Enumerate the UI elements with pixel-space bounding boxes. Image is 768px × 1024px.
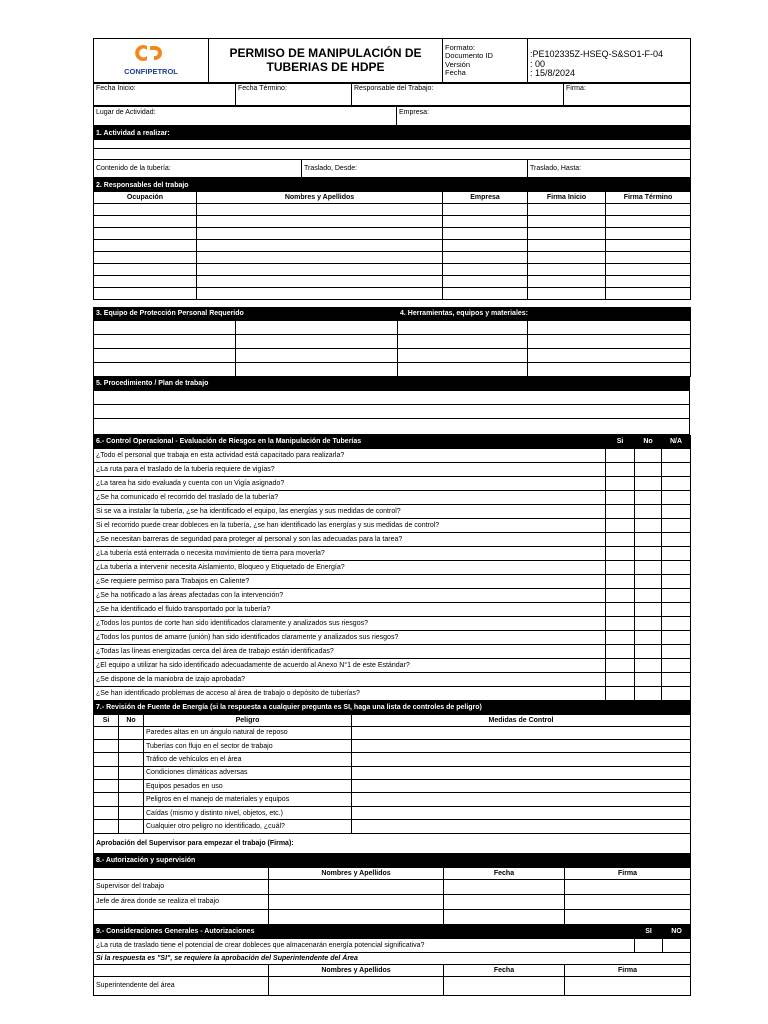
answer-no-checkbox[interactable]	[635, 616, 662, 630]
supervisor-name[interactable]	[269, 879, 444, 894]
question-text: Si se va a instalar la tubería, ¿se ha identificado el equipo, las energías y sus medidas de control?	[94, 504, 606, 518]
answer-si-checkbox[interactable]	[606, 546, 635, 560]
jefe-name[interactable]	[269, 894, 444, 909]
meta-label: Versión	[445, 59, 471, 69]
hazard-no-checkbox[interactable]	[119, 780, 144, 793]
responsable-field[interactable]: Responsable del Trabajo:	[352, 84, 564, 106]
question-text: ¿Se requiere permiso para Trabajos en Caliente?	[94, 574, 606, 588]
blank-header	[94, 867, 269, 879]
answer-si-checkbox[interactable]	[606, 560, 635, 574]
answer-si-checkbox[interactable]	[606, 588, 635, 602]
firma-field[interactable]: Firma:	[564, 84, 691, 106]
col-no: NO	[663, 925, 691, 938]
epp-cell[interactable]	[94, 362, 236, 376]
contenido-field[interactable]: Contenido de la tubería:	[94, 160, 302, 178]
epp-cell[interactable]	[94, 334, 236, 348]
permit-form	[93, 38, 690, 996]
blank-header	[94, 964, 269, 976]
control-measure-input[interactable]	[352, 766, 691, 779]
hazard-text: Tuberías con flujo en el sector de trabajo	[144, 739, 352, 752]
responsable-cell[interactable]	[197, 240, 443, 252]
answer-si-checkbox[interactable]	[606, 504, 635, 518]
answer-na-checkbox[interactable]	[662, 658, 691, 672]
document-id: :PE102335Z-HSEQ-S&SO1-F-04	[530, 49, 664, 60]
answer-na-checkbox[interactable]	[662, 532, 691, 546]
herramienta-cell[interactable]	[398, 334, 528, 348]
col-na: N/A	[662, 435, 691, 448]
hazard-row	[94, 820, 691, 833]
responsable-cell[interactable]	[94, 276, 197, 288]
section-2-title: 2. Responsables del trabajo	[94, 179, 691, 192]
question-row	[94, 448, 691, 462]
answer-si-checkbox[interactable]	[606, 672, 635, 686]
answer-na-checkbox[interactable]	[662, 546, 691, 560]
title-line-2: TUBERIAS DE HDPE	[266, 59, 385, 74]
s9-question: ¿La ruta de traslado tiene el potencial de crear dobleces que almacenarán energía potencial significativa?	[94, 938, 635, 952]
question-row	[94, 476, 691, 490]
herramienta-cell[interactable]	[528, 348, 691, 362]
responsable-row	[94, 276, 691, 288]
responsable-cell[interactable]	[197, 252, 443, 264]
responsable-cell[interactable]	[528, 252, 606, 264]
supervisor-signature[interactable]	[565, 879, 691, 894]
question-row	[94, 588, 691, 602]
section-9-title: 9.- Consideraciones Generales - Autorizaciones	[94, 925, 635, 938]
responsable-cell[interactable]	[94, 264, 197, 276]
responsable-row	[94, 252, 691, 264]
question-row	[94, 462, 691, 476]
herramienta-cell[interactable]	[398, 362, 528, 376]
responsable-cell[interactable]	[443, 228, 528, 240]
responsable-cell[interactable]	[443, 204, 528, 216]
location-info	[93, 106, 691, 126]
section-4-title: 4. Herramientas, equipos y materiales:	[398, 307, 691, 320]
answer-si-checkbox[interactable]	[606, 532, 635, 546]
responsable-cell[interactable]	[94, 228, 197, 240]
question-text: Si el recorrido puede crear dobleces en la tubería, ¿se han identificado las energías y sus medidas de control?	[94, 518, 606, 532]
general-info	[93, 83, 691, 106]
col-nombres: Nombres y Apellidos	[197, 192, 443, 204]
responsable-cell[interactable]	[94, 288, 197, 300]
answer-si-checkbox[interactable]	[606, 518, 635, 532]
control-measure-input[interactable]	[352, 753, 691, 766]
col-nombres: Nombres y Apellidos	[269, 867, 444, 879]
lugar-field[interactable]: Lugar de Actividad:	[94, 107, 397, 126]
herramienta-cell[interactable]	[528, 362, 691, 376]
hazard-text: Paredes altas en un ángulo natural de reposo	[144, 726, 352, 739]
responsable-cell[interactable]	[528, 240, 606, 252]
question-text: ¿Todo el personal que trabaja en esta actividad está capacitado para realizarla?	[94, 448, 606, 462]
responsable-cell[interactable]	[606, 276, 691, 288]
logo-text: CONFIPETROL	[124, 66, 178, 76]
col-si: SI	[635, 925, 663, 938]
question-text: ¿Todas las líneas energizadas cerca del área de trabajo están identificadas?	[94, 644, 606, 658]
section-5-title: 5. Procedimiento / Plan de trabajo	[94, 377, 690, 390]
hazard-row	[94, 780, 691, 793]
epp-row	[94, 362, 691, 376]
question-row	[94, 602, 691, 616]
control-measure-input[interactable]	[352, 726, 691, 739]
control-measure-input[interactable]	[352, 739, 691, 752]
question-text: ¿El equipo a utilizar ha sido identificado adecuadamente de acuerdo al Anexo N°1 de este Estándar?	[94, 658, 606, 672]
responsable-cell[interactable]	[443, 264, 528, 276]
question-row	[94, 616, 691, 630]
responsable-row	[94, 264, 691, 276]
hazard-si-checkbox[interactable]	[94, 780, 119, 793]
answer-na-checkbox[interactable]	[662, 602, 691, 616]
responsable-cell[interactable]	[197, 216, 443, 228]
actividad-input[interactable]	[94, 149, 691, 160]
superintendente-date[interactable]	[444, 976, 565, 995]
responsable-cell[interactable]	[528, 288, 606, 300]
answer-na-checkbox[interactable]	[662, 462, 691, 476]
col-ocupacion: Ocupación	[94, 192, 197, 204]
fecha-termino-field[interactable]: Fecha Término:	[236, 84, 352, 106]
blank-cell[interactable]	[444, 909, 565, 924]
blank-cell[interactable]	[94, 909, 269, 924]
answer-no-checkbox[interactable]	[635, 560, 662, 574]
responsable-cell[interactable]	[606, 288, 691, 300]
s9-si-checkbox[interactable]	[635, 938, 663, 952]
responsable-cell[interactable]	[197, 276, 443, 288]
answer-no-checkbox[interactable]	[635, 504, 662, 518]
hazard-si-checkbox[interactable]	[94, 753, 119, 766]
hazard-row	[94, 793, 691, 806]
question-text: ¿La ruta para el traslado de la tubería requiere de vigías?	[94, 462, 606, 476]
epp-row	[94, 320, 691, 334]
responsable-cell[interactable]	[197, 288, 443, 300]
answer-no-checkbox[interactable]	[635, 448, 662, 462]
answer-si-checkbox[interactable]	[606, 462, 635, 476]
question-row	[94, 560, 691, 574]
question-row	[94, 490, 691, 504]
responsable-cell[interactable]	[606, 204, 691, 216]
responsable-cell[interactable]	[197, 264, 443, 276]
answer-na-checkbox[interactable]	[662, 490, 691, 504]
question-row	[94, 672, 691, 686]
answer-na-checkbox[interactable]	[662, 644, 691, 658]
control-measure-input[interactable]	[352, 793, 691, 806]
answer-si-checkbox[interactable]	[606, 644, 635, 658]
confipetrol-logo-icon	[121, 43, 181, 77]
hazard-si-checkbox[interactable]	[94, 820, 119, 833]
epp-cell[interactable]	[94, 320, 236, 334]
col-fecha: Fecha	[444, 867, 565, 879]
question-text: ¿Se necesitan barreras de seguridad para proteger al personal y son las adecuadas para la tarea?	[94, 532, 606, 546]
question-row	[94, 686, 691, 700]
responsable-cell[interactable]	[606, 240, 691, 252]
hazard-no-checkbox[interactable]	[119, 820, 144, 833]
responsable-cell[interactable]	[528, 264, 606, 276]
responsable-cell[interactable]	[528, 204, 606, 216]
answer-no-checkbox[interactable]	[635, 588, 662, 602]
col-peligro: Peligro	[144, 714, 352, 726]
answer-si-checkbox[interactable]	[606, 448, 635, 462]
hazard-si-checkbox[interactable]	[94, 766, 119, 779]
question-text: ¿Se ha identificado el fluido transportado por la tubería?	[94, 602, 606, 616]
section-9	[93, 925, 691, 996]
section-7-title: 7.- Revisión de Fuente de Energía (si la respuesta a cualquier pregunta es SI, haga una lista de controles de peligro)	[94, 701, 691, 714]
responsable-row	[94, 288, 691, 300]
jefe-date[interactable]	[444, 894, 565, 909]
col-si: Si	[94, 714, 119, 726]
epp-cell[interactable]	[236, 334, 398, 348]
answer-no-checkbox[interactable]	[635, 546, 662, 560]
section-5	[93, 377, 690, 435]
answer-si-checkbox[interactable]	[606, 616, 635, 630]
responsable-cell[interactable]	[197, 204, 443, 216]
hazard-row	[94, 726, 691, 739]
meta-label: Formato:	[445, 43, 476, 52]
hazard-text: Equipos pesados en uso	[144, 780, 352, 793]
col-medidas: Medidas de Control	[352, 714, 691, 726]
question-row	[94, 630, 691, 644]
col-firma: Firma	[565, 964, 691, 976]
col-si: Si	[606, 435, 635, 448]
hazard-si-checkbox[interactable]	[94, 739, 119, 752]
epp-cell[interactable]	[236, 348, 398, 362]
answer-no-checkbox[interactable]	[635, 602, 662, 616]
control-measure-input[interactable]	[352, 780, 691, 793]
col-fecha: Fecha	[444, 964, 565, 976]
col-firma-termino: Firma Término	[606, 192, 691, 204]
col-firma-inicio: Firma Inicio	[528, 192, 606, 204]
hazard-no-checkbox[interactable]	[119, 766, 144, 779]
answer-na-checkbox[interactable]	[662, 616, 691, 630]
hazard-no-checkbox[interactable]	[119, 739, 144, 752]
answer-no-checkbox[interactable]	[635, 532, 662, 546]
question-text: ¿La tubería a intervenir necesita Aislamiento, Bloqueo y Etiquetado de Energía?	[94, 560, 606, 574]
meta-label: Documento ID	[445, 51, 493, 61]
spacer-row	[94, 300, 691, 307]
version: : 00	[530, 58, 546, 69]
meta-label: Fecha	[445, 67, 466, 77]
herramienta-cell[interactable]	[528, 320, 691, 334]
col-firma: Firma	[565, 867, 691, 879]
responsable-cell[interactable]	[528, 276, 606, 288]
hazard-no-checkbox[interactable]	[119, 793, 144, 806]
responsable-row	[94, 228, 691, 240]
col-nombres: Nombres y Apellidos	[269, 964, 444, 976]
hazard-si-checkbox[interactable]	[94, 793, 119, 806]
responsable-cell[interactable]	[94, 240, 197, 252]
question-row	[94, 546, 691, 560]
jefe-signature[interactable]	[565, 894, 691, 909]
responsable-cell[interactable]	[443, 216, 528, 228]
spacer-cell	[94, 300, 691, 307]
fecha-inicio-field[interactable]: Fecha Inicio:	[94, 84, 236, 106]
answer-na-checkbox[interactable]	[662, 630, 691, 644]
answer-no-checkbox[interactable]	[635, 630, 662, 644]
answer-no-checkbox[interactable]	[635, 672, 662, 686]
date: : 15/8/2024	[530, 68, 576, 79]
responsable-cell[interactable]	[606, 252, 691, 264]
responsable-cell[interactable]	[443, 240, 528, 252]
superintendente-signature[interactable]	[565, 976, 691, 995]
col-empresa: Empresa	[443, 192, 528, 204]
answer-na-checkbox[interactable]	[662, 672, 691, 686]
answer-si-checkbox[interactable]	[606, 476, 635, 490]
answer-si-checkbox[interactable]	[606, 630, 635, 644]
hazard-no-checkbox[interactable]	[119, 726, 144, 739]
responsable-cell[interactable]	[443, 276, 528, 288]
question-text: ¿Todos los puntos de corte han sido identificados claramente y analizados sus riesgos?	[94, 616, 606, 630]
s9-note: Si la respuesta es "SI", se requiere la aprobación del Superintendente del Área	[94, 952, 691, 964]
meta-values	[528, 39, 691, 83]
procedimiento-input[interactable]	[94, 418, 690, 434]
question-text: ¿Se han identificado problemas de acceso al área de trabajo o depósito de tuberías?	[94, 686, 606, 700]
answer-no-checkbox[interactable]	[635, 462, 662, 476]
answer-no-checkbox[interactable]	[635, 686, 662, 700]
epp-row	[94, 348, 691, 362]
section-2	[93, 178, 691, 307]
answer-no-checkbox[interactable]	[635, 644, 662, 658]
section-3-4	[93, 307, 691, 377]
answer-si-checkbox[interactable]	[606, 490, 635, 504]
responsable-cell[interactable]	[197, 228, 443, 240]
hazard-text: Caídas (mismo y distinto nivel, objetos, etc.)	[144, 806, 352, 819]
answer-no-checkbox[interactable]	[635, 658, 662, 672]
epp-cell[interactable]	[236, 362, 398, 376]
section-6	[93, 435, 691, 701]
supervisor-approval[interactable]: Aprobación del Supervisor para empezar el trabajo (Firma):	[94, 833, 691, 853]
epp-row	[94, 334, 691, 348]
epp-cell[interactable]	[94, 348, 236, 362]
answer-na-checkbox[interactable]	[662, 588, 691, 602]
responsable-cell[interactable]	[528, 228, 606, 240]
hazard-text: Condiciones climáticas adversas	[144, 766, 352, 779]
answer-no-checkbox[interactable]	[635, 476, 662, 490]
answer-si-checkbox[interactable]	[606, 602, 635, 616]
responsable-row	[94, 216, 691, 228]
section-3-title: 3. Equipo de Protección Personal Requerido	[94, 307, 398, 320]
answer-na-checkbox[interactable]	[662, 448, 691, 462]
responsable-cell[interactable]	[94, 216, 197, 228]
question-text: ¿La tarea ha sido evaluada y cuenta con un Vigía asignado?	[94, 476, 606, 490]
responsable-cell[interactable]	[606, 216, 691, 228]
question-row	[94, 644, 691, 658]
superintendente-name[interactable]	[269, 976, 444, 995]
herramienta-cell[interactable]	[398, 320, 528, 334]
hazard-no-checkbox[interactable]	[119, 806, 144, 819]
procedimiento-input[interactable]	[94, 390, 690, 404]
hazard-row	[94, 739, 691, 752]
form-title	[209, 39, 443, 83]
answer-no-checkbox[interactable]	[635, 490, 662, 504]
question-text: ¿Se dispone de la maniobra de izajo aprobada?	[94, 672, 606, 686]
hazard-row	[94, 766, 691, 779]
section-8	[93, 854, 691, 925]
empresa-field[interactable]: Empresa:	[397, 107, 691, 126]
answer-no-checkbox[interactable]	[635, 574, 662, 588]
col-no: No	[119, 714, 144, 726]
question-text: ¿La tubería está enterrada o necesita movimiento de tierra para moverla?	[94, 546, 606, 560]
responsable-cell[interactable]	[94, 204, 197, 216]
answer-no-checkbox[interactable]	[635, 518, 662, 532]
title-line-1: PERMISO DE MANIPULACIÓN DE	[229, 45, 422, 60]
control-measure-input[interactable]	[352, 806, 691, 819]
answer-na-checkbox[interactable]	[662, 574, 691, 588]
col-no: No	[635, 435, 662, 448]
blank-cell[interactable]	[269, 909, 444, 924]
hazard-row	[94, 806, 691, 819]
responsable-cell[interactable]	[606, 228, 691, 240]
blank-cell[interactable]	[565, 909, 691, 924]
section-6-title: 6.- Control Operacional - Evaluación de Riesgos en la Manipulación de Tuberías	[94, 435, 606, 448]
responsable-cell[interactable]	[94, 252, 197, 264]
question-text: ¿Todos los puntos de amarre (unión) han sido identificados claramente y analizados sus riesgos?	[94, 630, 606, 644]
section-7	[93, 701, 691, 854]
responsable-cell[interactable]	[443, 252, 528, 264]
meta-labels	[443, 39, 528, 83]
supervisor-date[interactable]	[444, 879, 565, 894]
responsable-cell[interactable]	[443, 288, 528, 300]
hazard-si-checkbox[interactable]	[94, 726, 119, 739]
s9-no-checkbox[interactable]	[663, 938, 691, 952]
actividad-input[interactable]	[94, 140, 691, 149]
question-text: ¿Se ha notificado a las áreas afectadas con la intervención?	[94, 588, 606, 602]
logo	[94, 39, 209, 83]
hazard-text: Peligros en el manejo de materiales y equipos	[144, 793, 352, 806]
hazard-row	[94, 753, 691, 766]
responsable-row	[94, 240, 691, 252]
desde-field[interactable]: Traslado, Desde:	[302, 160, 528, 178]
question-row	[94, 658, 691, 672]
responsable-cell[interactable]	[528, 216, 606, 228]
control-measure-input[interactable]	[352, 820, 691, 833]
answer-na-checkbox[interactable]	[662, 686, 691, 700]
question-text: ¿Se ha comunicado el recorrido del traslado de la tubería?	[94, 490, 606, 504]
answer-si-checkbox[interactable]	[606, 574, 635, 588]
answer-si-checkbox[interactable]	[606, 658, 635, 672]
responsable-row	[94, 204, 691, 216]
section-1	[93, 126, 691, 178]
superintendente-label: Superintendente del área	[94, 976, 269, 995]
epp-cell[interactable]	[236, 320, 398, 334]
herramienta-cell[interactable]	[398, 348, 528, 362]
hazard-si-checkbox[interactable]	[94, 806, 119, 819]
answer-na-checkbox[interactable]	[662, 560, 691, 574]
supervisor-row-label: Supervisor del trabajo	[94, 879, 269, 894]
question-row	[94, 532, 691, 546]
answer-na-checkbox[interactable]	[662, 476, 691, 490]
hazard-text: Tráfico de vehículos en el área	[144, 753, 352, 766]
question-row	[94, 518, 691, 532]
section-8-title: 8.- Autorización y supervisión	[94, 854, 691, 867]
responsable-cell[interactable]	[606, 264, 691, 276]
question-row	[94, 504, 691, 518]
answer-na-checkbox[interactable]	[662, 518, 691, 532]
answer-na-checkbox[interactable]	[662, 504, 691, 518]
answer-si-checkbox[interactable]	[606, 686, 635, 700]
section-1-title: 1. Actividad a realizar:	[94, 127, 691, 140]
herramienta-cell[interactable]	[528, 334, 691, 348]
hazard-text: Cualquier otro peligro no identificado, ¿cuál?	[144, 820, 352, 833]
jefe-row-label: Jefe de área donde se realiza el trabajo	[94, 894, 269, 909]
hasta-field[interactable]: Traslado, Hasta:	[528, 160, 691, 178]
procedimiento-input[interactable]	[94, 404, 690, 418]
question-row	[94, 574, 691, 588]
hazard-no-checkbox[interactable]	[119, 753, 144, 766]
form-header	[93, 38, 691, 83]
